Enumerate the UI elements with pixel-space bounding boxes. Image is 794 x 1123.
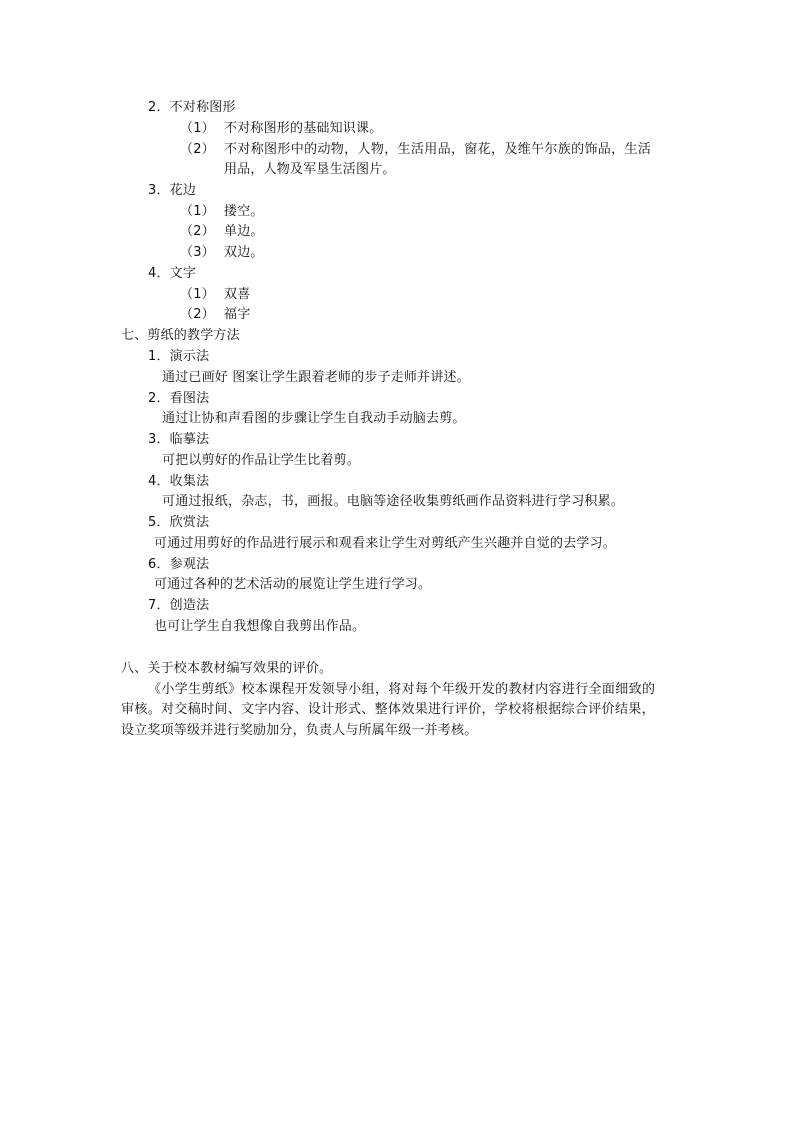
paragraph-line: 《小学生剪纸》校本课程开发领导小组，将对每个年级开发的教材内容进行全面细致的: [148, 682, 656, 697]
section-heading-asymmetric: 2．不对称图形: [148, 100, 236, 115]
item-number: （2）: [180, 142, 215, 157]
method-description: 可通过各种的艺术活动的展览让学生进行学习。: [154, 577, 432, 592]
item-number: （3）: [180, 245, 215, 260]
method-description: 可把以剪好的作品让学生比着剪。: [162, 453, 361, 468]
item-text: 双边。: [224, 245, 264, 260]
list-item: [180, 222, 264, 242]
method-title: 2．看图法: [148, 391, 210, 406]
method-title: 3．临摹法: [148, 432, 210, 447]
method-description: 通过已画好 图案让学生跟着老师的步子走师并讲述。: [162, 370, 470, 385]
paragraph-line: 设立奖项等级并进行奖励加分，负责人与所属年级一并考核。: [121, 723, 478, 738]
item-number: （1）: [180, 287, 215, 302]
item-text: 不对称图形的基础知识课。: [224, 121, 383, 136]
list-item: [180, 140, 651, 160]
section-heading-methods: 七、剪纸的教学方法: [121, 328, 240, 343]
method-title: 6．参观法: [148, 557, 210, 572]
method-description: 可通过用剪好的作品进行展示和观看来让学生对剪纸产生兴趣并自觉的去学习。: [154, 536, 617, 551]
list-item: [180, 119, 382, 139]
item-number: （1）: [180, 121, 215, 136]
method-title: 1．演示法: [148, 349, 210, 364]
item-text: 双喜: [224, 287, 251, 302]
method-description: 也可让学生自我想像自我剪出作品。: [154, 619, 366, 634]
section-heading-border: 3．花边: [148, 183, 197, 198]
method-title: 4．收集法: [148, 474, 210, 489]
list-item: [180, 202, 264, 222]
method-description: 可通过报纸，杂志，书，画报。电脑等途径收集剪纸画作品资料进行学习积累。: [162, 494, 625, 509]
list-item: [180, 285, 250, 305]
item-number: （1）: [180, 204, 215, 219]
item-text: 单边。: [224, 224, 264, 239]
method-title: 5．欣赏法: [148, 515, 210, 530]
item-number: （2）: [180, 307, 215, 322]
item-text: 福字: [224, 307, 251, 322]
paragraph-line: 审核。对交稿时间、文字内容、设计形式、整体效果进行评价，学校将根据综合评价结果，: [121, 702, 656, 717]
section-heading-evaluation: 八、关于校本教材编写效果的评价。: [121, 661, 333, 676]
list-item: [180, 305, 250, 325]
method-title: 7．创造法: [148, 598, 210, 613]
item-number: （2）: [180, 224, 215, 239]
list-item: [180, 243, 264, 263]
item-text: 不对称图形中的动物，人物，生活用品，窗花，及维午尔族的饰品，生活: [224, 142, 652, 157]
item-text: 搂空。: [224, 204, 264, 219]
method-description: 通过让协和声看图的步骤让学生自我动手动脑去剪。: [162, 411, 466, 426]
section-heading-characters: 4．文字: [148, 266, 197, 281]
item-text-continued: 用品，人物及军垦生活图片。: [224, 162, 396, 177]
